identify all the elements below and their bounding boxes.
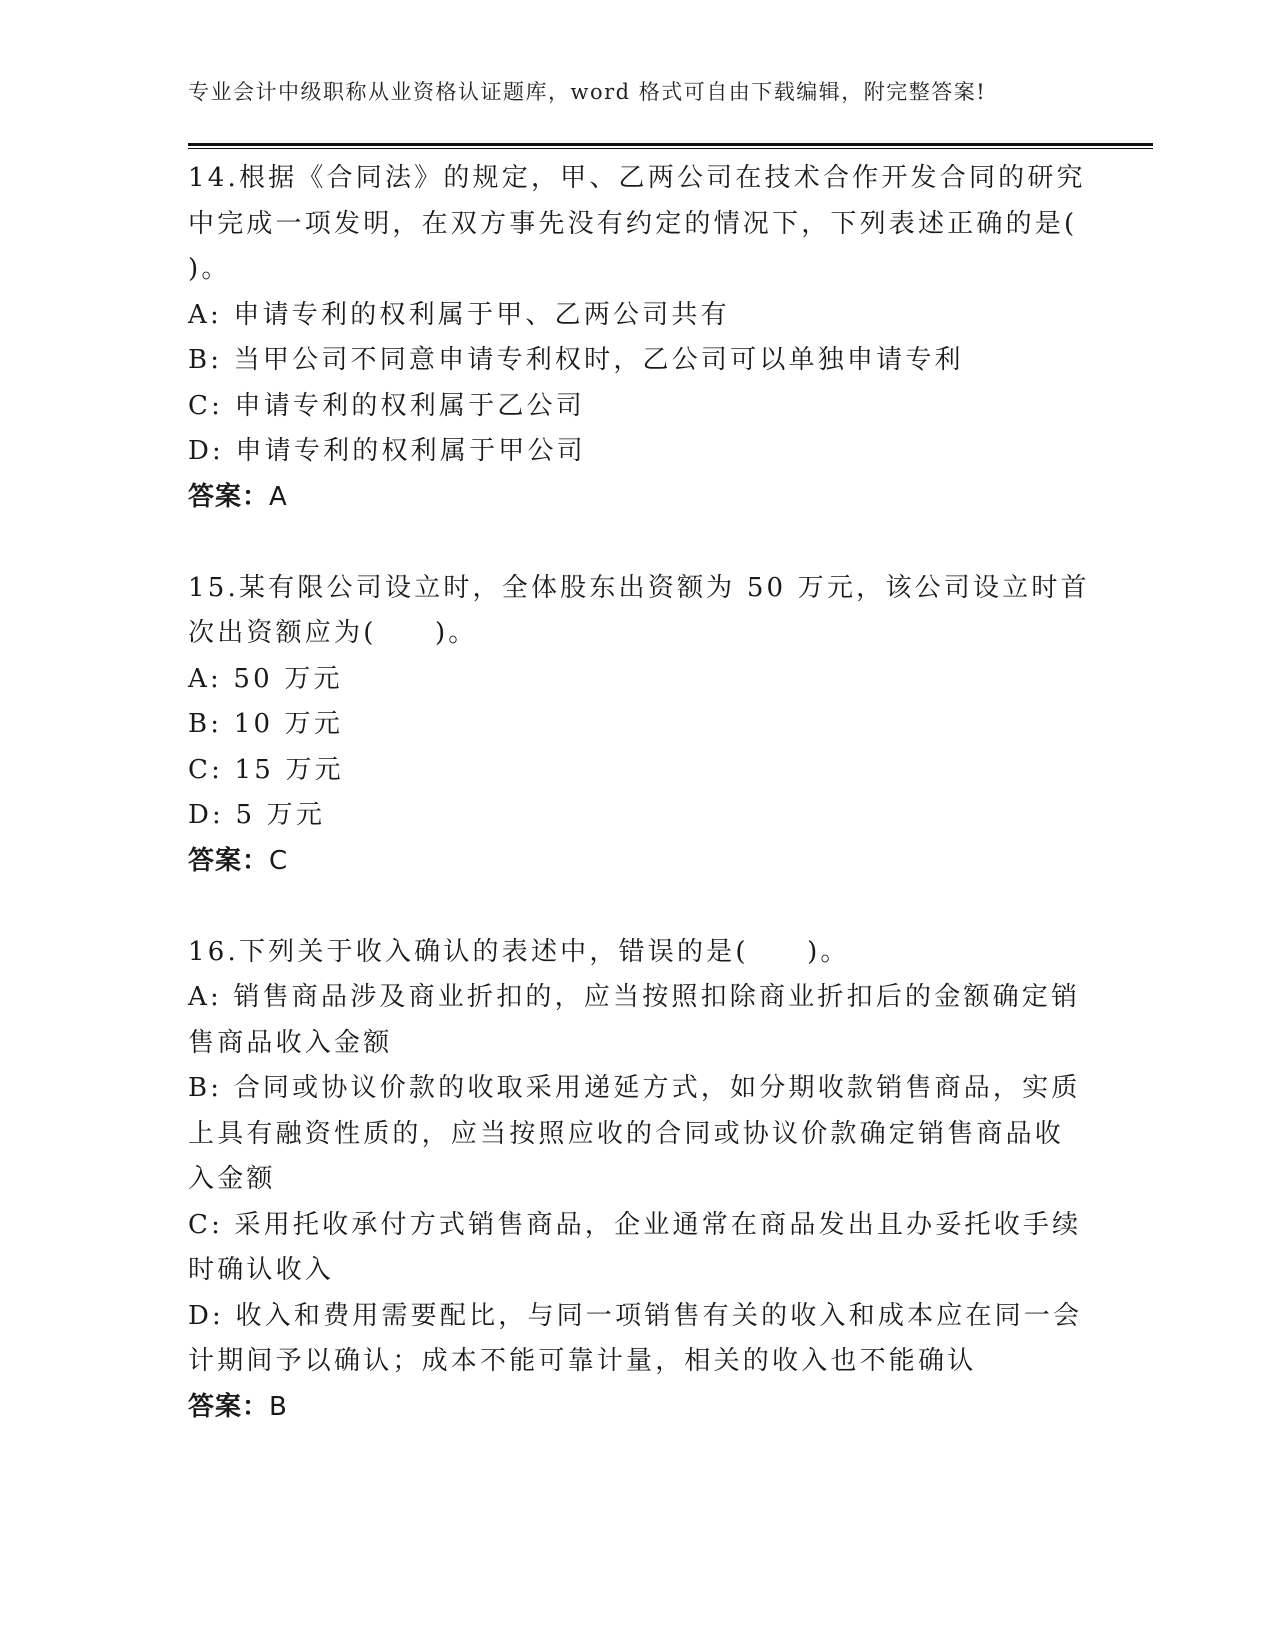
option-b: B: 合同或协议价款的收取采用递延方式，如分期收款销售商品，实质 — [188, 1073, 1081, 1103]
option-c: C: 申请专利的权利属于乙公司 — [188, 390, 585, 421]
question-15 — [188, 566, 1090, 885]
option-c: C: 15 万元 — [188, 754, 344, 785]
question-16 — [188, 930, 1083, 1431]
option-c: C: 采用托收承付方式销售商品，企业通常在商品发出且办妥托收手续 — [188, 1209, 1082, 1240]
answer-value: B — [269, 1391, 288, 1422]
question-stem-line: 16.下列关于收入确认的表述中，错误的是( )。 — [188, 936, 850, 967]
option-a: A: 申请专利的权利属于甲、乙两公司共有 — [188, 299, 730, 330]
question-list — [188, 156, 1090, 1430]
option-a: A: 50 万元 — [188, 663, 343, 694]
option-a: A: 销售商品涉及商业折扣的，应当按照扣除商业折扣后的金额确定销 — [188, 982, 1081, 1012]
answer-label: 答案： — [188, 481, 270, 512]
option-d: D: 收入和费用需要配比，与同一项销售有关的收入和成本应在同一会 — [188, 1300, 1083, 1331]
option-b: B: 10 万元 — [188, 709, 344, 739]
answer-value: A — [269, 481, 288, 512]
answer-label: 答案： — [188, 845, 270, 876]
question-14 — [188, 156, 1086, 520]
question-stem-line: 15.某有限公司设立时，全体股东出资额为 50 万元，该公司设立时首 — [188, 572, 1090, 603]
question-spacer — [188, 884, 1068, 930]
question-stem-line: 中完成一项发明，在双方事先没有约定的情况下，下列表述正确的是( — [188, 208, 1078, 239]
option-d-continued: 计期间予以确认；成本不能可靠计量，相关的收入也不能确认 — [188, 1346, 977, 1376]
page-header: 专业会计中级职称从业资格认证题库，word 格式可自由下载编辑，附完整答案! — [188, 80, 987, 104]
option-d: D: 5 万元 — [188, 800, 326, 830]
option-b-continued: 上具有融资性质的，应当按照应收的合同或协议价款确定销售商品收 — [188, 1118, 1065, 1149]
answer-line — [188, 475, 1068, 521]
question-stem-line: )。 — [188, 254, 231, 284]
option-a-continued: 售商品收入金额 — [188, 1027, 393, 1058]
header-rule — [188, 143, 1153, 149]
option-b-continued: 入金额 — [188, 1164, 276, 1194]
question-spacer — [188, 520, 1068, 566]
answer-value: C — [269, 845, 289, 876]
option-d: D: 申请专利的权利属于甲公司 — [188, 436, 586, 466]
question-stem-line: 14.根据《合同法》的规定，甲、乙两公司在技术合作开发合同的研究 — [188, 163, 1086, 193]
answer-line — [188, 1385, 1068, 1431]
option-b: B: 当甲公司不同意申请专利权时，乙公司可以单独申请专利 — [188, 345, 964, 375]
question-stem-line: 次出资额应为( )。 — [188, 618, 478, 648]
option-c-continued: 时确认收入 — [188, 1255, 335, 1285]
answer-label: 答案： — [188, 1391, 270, 1422]
answer-line — [188, 839, 1068, 885]
